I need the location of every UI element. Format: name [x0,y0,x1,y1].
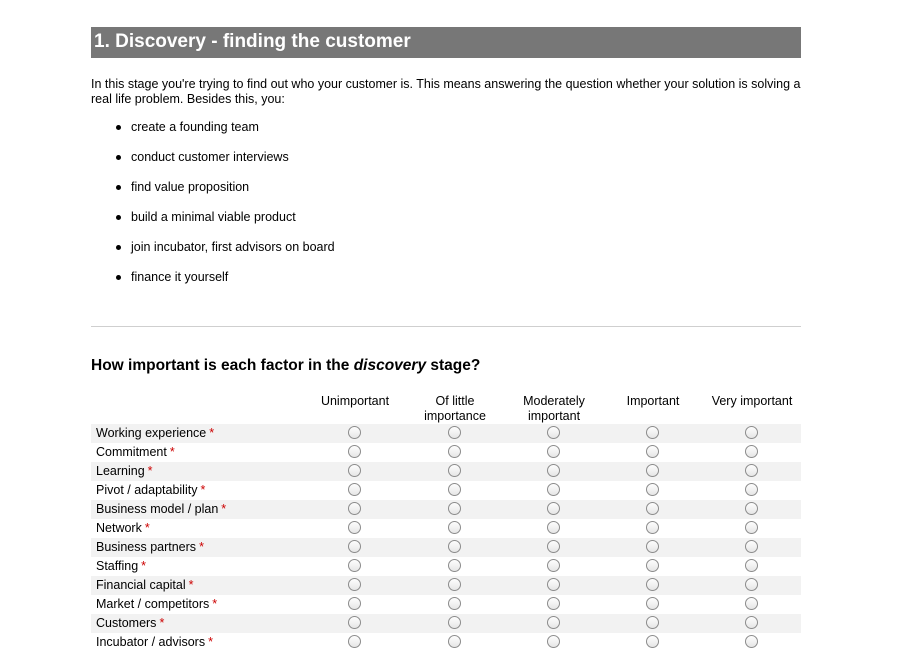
radio-unimportant[interactable] [348,445,361,458]
bullet-icon [116,215,121,220]
radio-important[interactable] [646,426,659,439]
radio-of-little-importance[interactable] [448,540,461,553]
radio-moderately-important[interactable] [547,540,560,553]
bullet-icon [116,125,121,130]
grid-row [91,633,801,652]
bullet-icon [116,185,121,190]
radio-moderately-important[interactable] [547,502,560,515]
radio-important[interactable] [646,559,659,572]
list-item-text: create a founding team [131,120,259,134]
row-label: Commitment * [96,445,175,459]
grid-row [91,557,801,576]
radio-of-little-importance[interactable] [448,578,461,591]
radio-unimportant[interactable] [348,597,361,610]
radio-moderately-important[interactable] [547,464,560,477]
radio-very-important[interactable] [745,426,758,439]
radio-very-important[interactable] [745,464,758,477]
radio-very-important[interactable] [745,540,758,553]
required-marker: * [169,445,175,459]
grid-row [91,595,801,614]
grid-row [91,500,801,519]
radio-moderately-important[interactable] [547,635,560,648]
radio-moderately-important[interactable] [547,521,560,534]
required-marker: * [200,483,206,497]
row-label: Staffing * [96,559,147,573]
required-marker: * [209,426,215,440]
radio-of-little-importance[interactable] [448,521,461,534]
intro-text: In this stage you're trying to find out who your customer is. This means answering the question whether your solution is solving a real life problem. Besides this, you: [91,77,801,106]
list-item [91,237,335,267]
radio-very-important[interactable] [745,578,758,591]
radio-of-little-importance[interactable] [448,597,461,610]
radio-of-little-importance[interactable] [448,559,461,572]
list-item [91,177,335,207]
section-divider [91,326,801,327]
radio-important[interactable] [646,597,659,610]
column-header-of-little-importance: Of little importance [424,394,486,423]
required-marker: * [208,635,213,649]
radio-unimportant[interactable] [348,483,361,496]
radio-moderately-important[interactable] [547,559,560,572]
grid-row [91,538,801,557]
list-item-text: finance it yourself [131,270,229,284]
list-item-text: join incubator, first advisors on board [131,240,335,254]
radio-moderately-important[interactable] [547,483,560,496]
radio-very-important[interactable] [745,597,758,610]
list-item-text: build a minimal viable product [131,210,296,224]
radio-important[interactable] [646,616,659,629]
radio-unimportant[interactable] [348,559,361,572]
column-header-important: Important [626,394,680,408]
radio-of-little-importance[interactable] [448,635,461,648]
radio-important[interactable] [646,578,659,591]
required-marker: * [147,464,153,478]
list-item-text: conduct customer interviews [131,150,289,164]
list-item-text: find value proposition [131,180,250,194]
bullet-icon [116,275,121,280]
radio-moderately-important[interactable] [547,578,560,591]
section-header [91,27,801,58]
row-label: Financial capital * [96,578,194,592]
grid-row [91,576,801,595]
radio-unimportant[interactable] [348,616,361,629]
radio-of-little-importance[interactable] [448,445,461,458]
row-label: Market / competitors * [96,597,218,611]
row-label: Business model / plan * [96,502,227,516]
grid-row [91,519,801,538]
radio-unimportant[interactable] [348,540,361,553]
radio-unimportant[interactable] [348,502,361,515]
list-item [91,117,335,147]
radio-unimportant[interactable] [348,521,361,534]
grid-row [91,481,801,500]
radio-very-important[interactable] [745,559,758,572]
list-item [91,207,335,237]
required-marker: * [188,578,194,592]
radio-unimportant[interactable] [348,464,361,477]
radio-moderately-important[interactable] [547,445,560,458]
section-title: 1. Discovery - finding the customer [94,31,411,52]
radio-unimportant[interactable] [348,426,361,439]
required-marker: * [141,559,147,573]
question-prefix: How important is each factor in the [91,357,354,374]
bullet-list [91,117,335,297]
grid-row [91,424,801,443]
radio-important[interactable] [646,483,659,496]
grid-row [91,614,801,633]
required-marker: * [199,540,204,554]
required-marker: * [221,502,227,516]
row-label: Working experience * [96,426,215,440]
row-label: Network * [96,521,150,535]
question-title [91,356,480,376]
list-item [91,147,335,177]
radio-important[interactable] [646,635,659,648]
radio-important[interactable] [646,502,659,515]
grid-row [91,443,801,462]
row-label: Business partners * [96,540,204,554]
row-label: Learning * [96,464,153,478]
radio-moderately-important[interactable] [547,597,560,610]
bullet-icon [116,155,121,160]
column-header-very-important: Very important [711,394,793,408]
radio-important[interactable] [646,540,659,553]
required-marker: * [144,521,150,535]
radio-very-important[interactable] [745,521,758,534]
question-emphasis: discovery [353,357,427,374]
grid-column-headers [91,394,801,424]
row-label: Incubator / advisors * [96,635,213,649]
radio-of-little-importance[interactable] [448,426,461,439]
radio-of-little-importance[interactable] [448,616,461,629]
required-marker: * [212,597,218,611]
radio-very-important[interactable] [745,635,758,648]
radio-moderately-important[interactable] [547,616,560,629]
radio-very-important[interactable] [745,616,758,629]
radio-very-important[interactable] [745,483,758,496]
radio-unimportant[interactable] [348,635,361,648]
row-label: Pivot / adaptability * [96,483,206,497]
row-label: Customers * [96,616,165,630]
radio-of-little-importance[interactable] [448,502,461,515]
radio-important[interactable] [646,521,659,534]
column-header-unimportant: Unimportant [320,394,390,408]
radio-very-important[interactable] [745,502,758,515]
question-suffix: stage? [426,357,481,374]
column-header-moderately-important: Moderately important [523,394,585,423]
radio-of-little-importance[interactable] [448,464,461,477]
rating-grid [91,424,801,652]
required-marker: * [159,616,165,630]
radio-unimportant[interactable] [348,578,361,591]
bullet-icon [116,245,121,250]
radio-important[interactable] [646,445,659,458]
radio-moderately-important[interactable] [547,426,560,439]
radio-very-important[interactable] [745,445,758,458]
grid-row [91,462,801,481]
radio-of-little-importance[interactable] [448,483,461,496]
list-item [91,267,335,297]
radio-important[interactable] [646,464,659,477]
